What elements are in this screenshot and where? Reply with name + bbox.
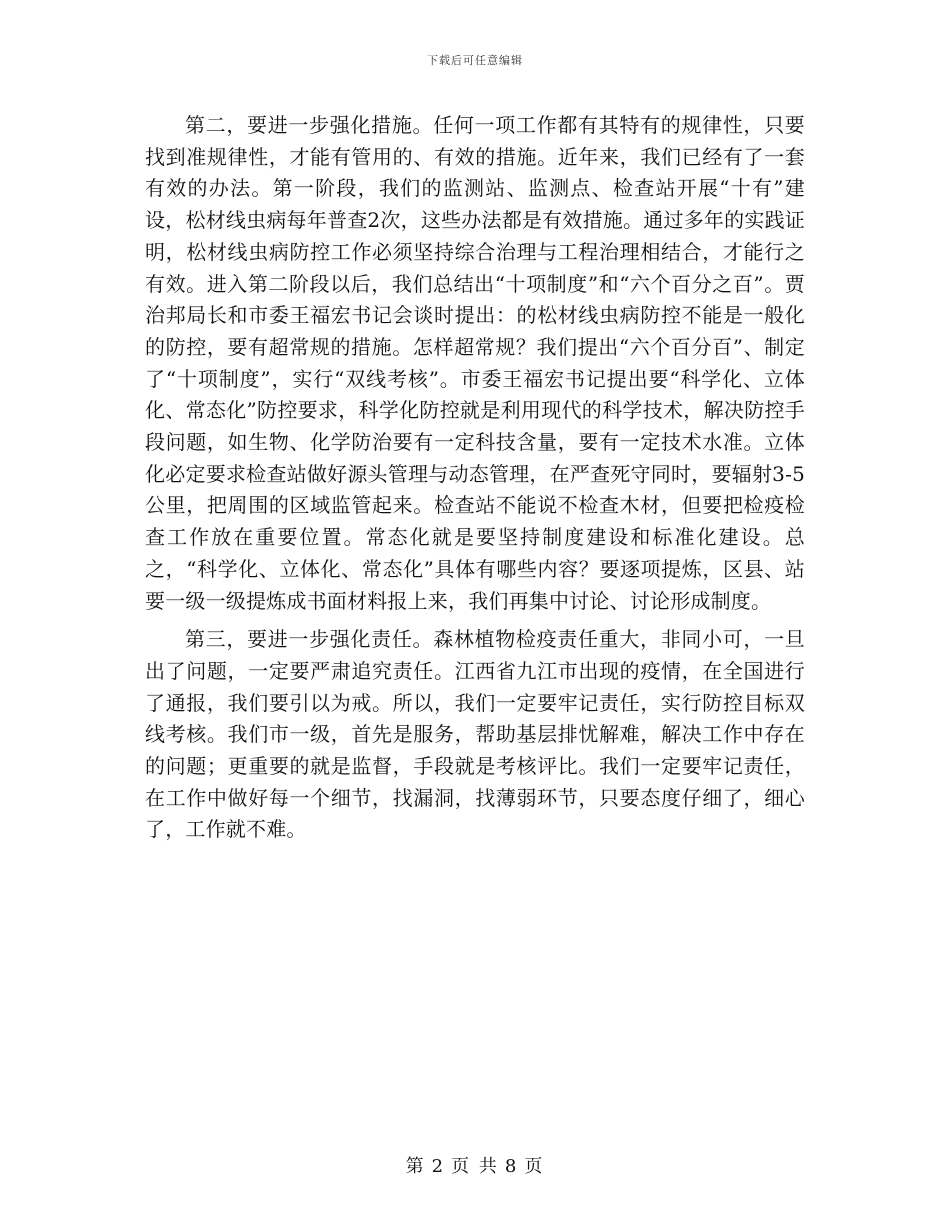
page-prefix: 第 <box>405 1156 426 1177</box>
page-total: 8 <box>504 1156 519 1177</box>
paragraph-3: 第三，要进一步强化责任。森林植物检疫责任重大，非同小可，一旦出了问题，一定要严肃追究责任。江西省九江市出现的疫情，在全国进行了通报，我们要引以为戒。所以，我们一定要牢记责任，实行防控目标双线考核。我们市一级，首先是服务，帮助基层排忧解难，解决工作中存在的问题；更重要的就是监督，手段就是考核评比。我们一定要牢记责任，在工作中做好每一个细节，找漏洞，找薄弱环节，只要态度仔细了，细心了，工作就不难。 <box>145 627 805 842</box>
page-footer <box>0 1152 950 1178</box>
paragraph-2: 第二，要进一步强化措施。任何一项工作都有其特有的规律性，只要找到准规律性，才能有管用的、有效的措施。近年来，我们已经有了一套有效的办法。第一阶段，我们的监测站、监测点、检查站开展“十有”建设，松材线虫病每年普查2次，这些办法都是有效措施。通过多年的实践证明，松材线虫病防控工作必须坚持综合治理与工程治理相结合，才能行之有效。进入第二阶段以后，我们总结出“十项制度”和“六个百分之百”。贾治邦局长和市委王福宏书记会谈时提出：的松材线虫病防控不能是一般化的防控，要有超常规的措施。怎样超常规？我们提出“六个百分百”、制定了“十项制度”，实行“双线考核”。市委王福宏书记提出要“科学化、立体化、常态化”防控要求，科学化防控就是利用现代的科学技术，解决防控手段问题，如生物、化学防治要有一定科技含量，要有一定技术水准。立体化必定要求检查站做好源头管理与动态管理，在严查死守同时，要辐射3-5公里，把周围的区域监管起来。检查站不能说不检查木材，但要把检疫检查工作放在重要位置。常态化就是要坚持制度建设和标准化建设。总之，“科学化、立体化、常态化”具体有哪些内容？要逐项提炼，区县、站要一级一级提炼成书面材料报上来，我们再集中讨论、讨论形成制度。 <box>145 113 805 613</box>
page-suffix: 页 <box>524 1156 545 1177</box>
page-current: 2 <box>431 1156 446 1177</box>
document-body <box>145 110 805 853</box>
page-header: 下载后可任意编辑 <box>427 54 523 67</box>
page-mid: 页 共 <box>451 1156 499 1177</box>
